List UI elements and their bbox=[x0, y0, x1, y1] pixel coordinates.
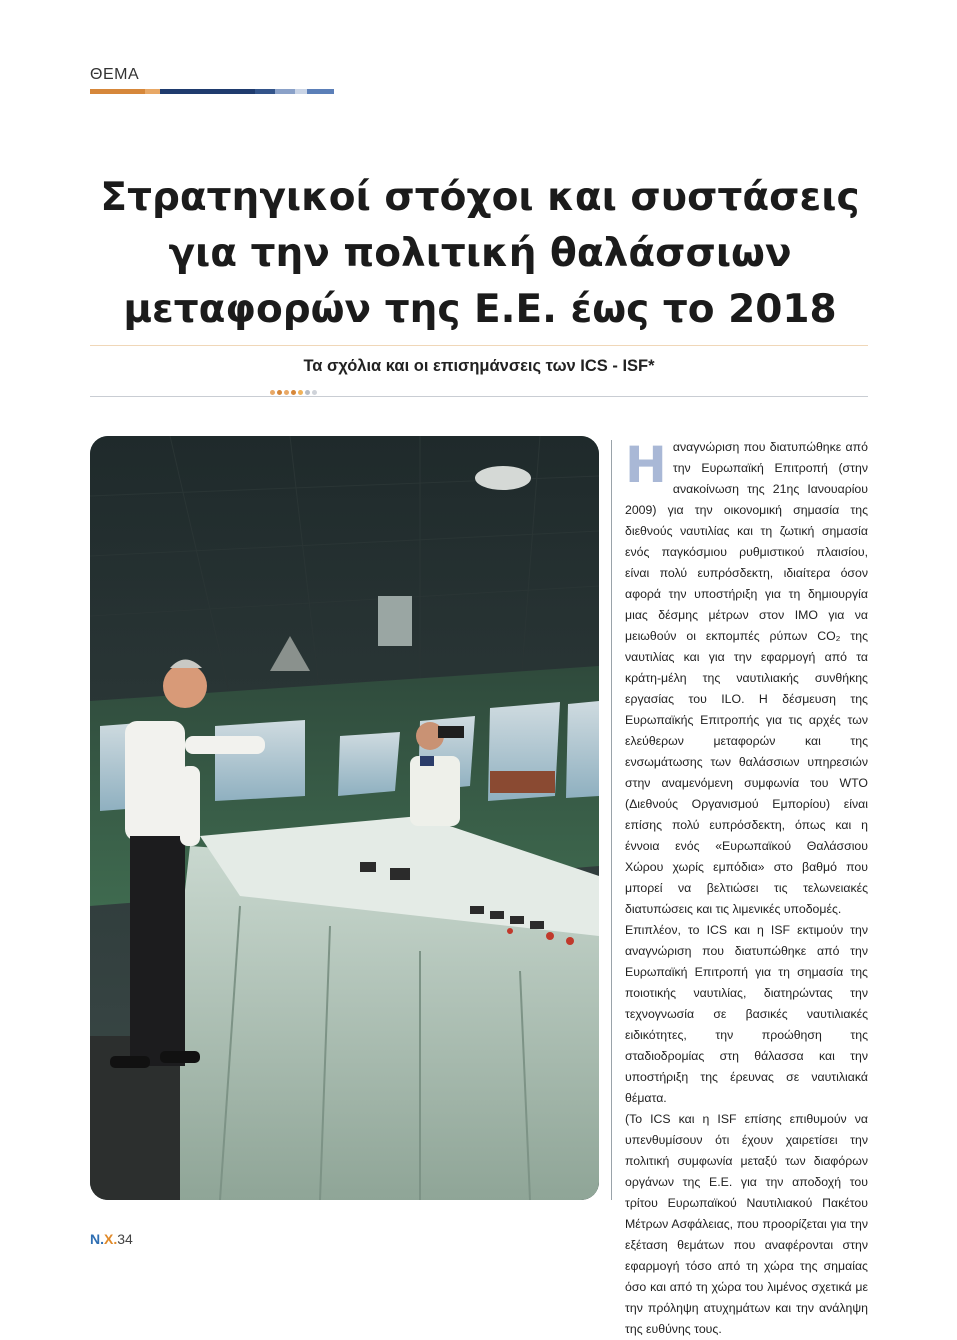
ornament-dots bbox=[270, 390, 317, 395]
column-divider bbox=[611, 440, 612, 1200]
ornament-dot bbox=[284, 390, 289, 395]
article-paragraph: Επιπλέον, το ICS και η ISF εκτιμούν την αναγνώριση που διατυπώθηκε από την Ευρωπαϊκή Επιτροπή για τη σημασία της ποιοτικής ναυτιλίας, διατηρώντας την τεχνογνωσία σε βασικές ναυτιλιακές ειδικότητες, την προώθηση της σταδιοδρομίας στη θάλασσα και την υποστήριξη της έρευνας σε ναυτιλιακά θέματα. bbox=[625, 923, 868, 1105]
headline-line: μεταφορών της Ε.Ε. έως το 2018 bbox=[123, 287, 837, 332]
headline bbox=[80, 170, 880, 338]
folio-brand-x: Χ. bbox=[104, 1231, 118, 1247]
top-rule bbox=[90, 345, 868, 346]
section-bar-segment bbox=[295, 89, 307, 94]
article-paragraph-text: αναγνώριση που διατυπώθηκε από την Ευρωπαϊκή Επιτροπή (στην ανακοίνωση της 21ης Ιανουαρίου 2009) για την οικονομική σημασία της διεθνούς ναυτιλίας και τη ζωτική σημασία ενός παγκόσμιου ρυθμιστικού πλαισίου, είναι πολύ ευπρόσδεκτη, ιδιαίτερα όσον αφορά την υποστήριξη για τη δημιουργία μιας δέσμης μέτρων στον ΙΜΟ για να μειωθούν οι εκπομπές ρύπων CO₂ της ναυτιλίας και για την εφαρμογή από τα κράτη-μέλη της ναυτιλιακής συνθήκης εργασίας του ILO. Η δέσμευση της Ευρωπαϊκής Επιτροπής για τις αρχές των ελεύθερων μεταφορών και της ενσωμάτωσης των θαλάσσιων υπηρεσιών στην αναμενόμενη συμφωνία του WTO (Διεθνούς Οργανισμού Εμπορίου) είναι επίσης πολύ ευπρόσδεκτη, όπως και η έννοια ενός «Ευρωπαϊκού Θαλάσσιου Χώρου χωρίς εμπόδια» στο βαθμό που μπορεί να βελτιώσει τις τελωνειακές διατυπώσεις και τις λιμενικές υποδομές. bbox=[625, 440, 868, 916]
page-folio bbox=[90, 1231, 133, 1247]
section-bar-segment bbox=[307, 89, 334, 94]
section-bar-segment bbox=[255, 89, 275, 94]
section-color-bar bbox=[90, 89, 334, 94]
article-body bbox=[625, 437, 868, 1340]
ornament-dot bbox=[298, 390, 303, 395]
ornament-dot bbox=[291, 390, 296, 395]
page-number: 34 bbox=[117, 1231, 133, 1247]
headline-line: για την πολιτική θαλάσσιων bbox=[168, 231, 792, 276]
bottom-rule bbox=[90, 396, 868, 397]
section-label: ΘΕΜΑ bbox=[90, 66, 140, 83]
ship-bridge-photo bbox=[90, 436, 599, 1200]
headline-line: Στρατηγικοί στόχοι και συστάσεις bbox=[100, 175, 860, 220]
subheadline: Τα σχόλια και οι επισημάνσεις των ICS - ISF* bbox=[303, 357, 655, 375]
section-bar-segment bbox=[90, 89, 145, 94]
article-paragraph: (Το ICS και η ISF επίσης επιθυμούν να υπενθυμίσουν ότι έχουν χαιρετίσει την πολιτική συμφωνία μεταξύ των διαφόρων οργάνων της Ε.Ε. για την αποδοχή του τρίτου Ευρωπαϊκού Ναυτιλιακού Πακέτου Μέτρων Ασφάλειας, που προορίζεται για την εξέταση θεμάτων που αναφέρονται στην εφαρμογή τόσο από τη χώρα της σημαίας όσο και από τη χώρα του λιμένος σχετικά με την πρόληψη ατυχημάτων και την ανάληψη της ευθύνης τους. bbox=[625, 1112, 868, 1336]
article-paragraph bbox=[625, 437, 868, 920]
ship-bridge-photo-icon bbox=[90, 436, 599, 1200]
dropcap: Η bbox=[625, 436, 667, 494]
folio-brand-n: Ν. bbox=[90, 1231, 104, 1247]
section-bar-segment bbox=[145, 89, 160, 94]
ornament-dot bbox=[277, 390, 282, 395]
ornament-dot bbox=[305, 390, 310, 395]
ornament-dot bbox=[270, 390, 275, 395]
section-bar-segment bbox=[160, 89, 255, 94]
ornament-dot bbox=[312, 390, 317, 395]
section-bar-segment bbox=[275, 89, 295, 94]
